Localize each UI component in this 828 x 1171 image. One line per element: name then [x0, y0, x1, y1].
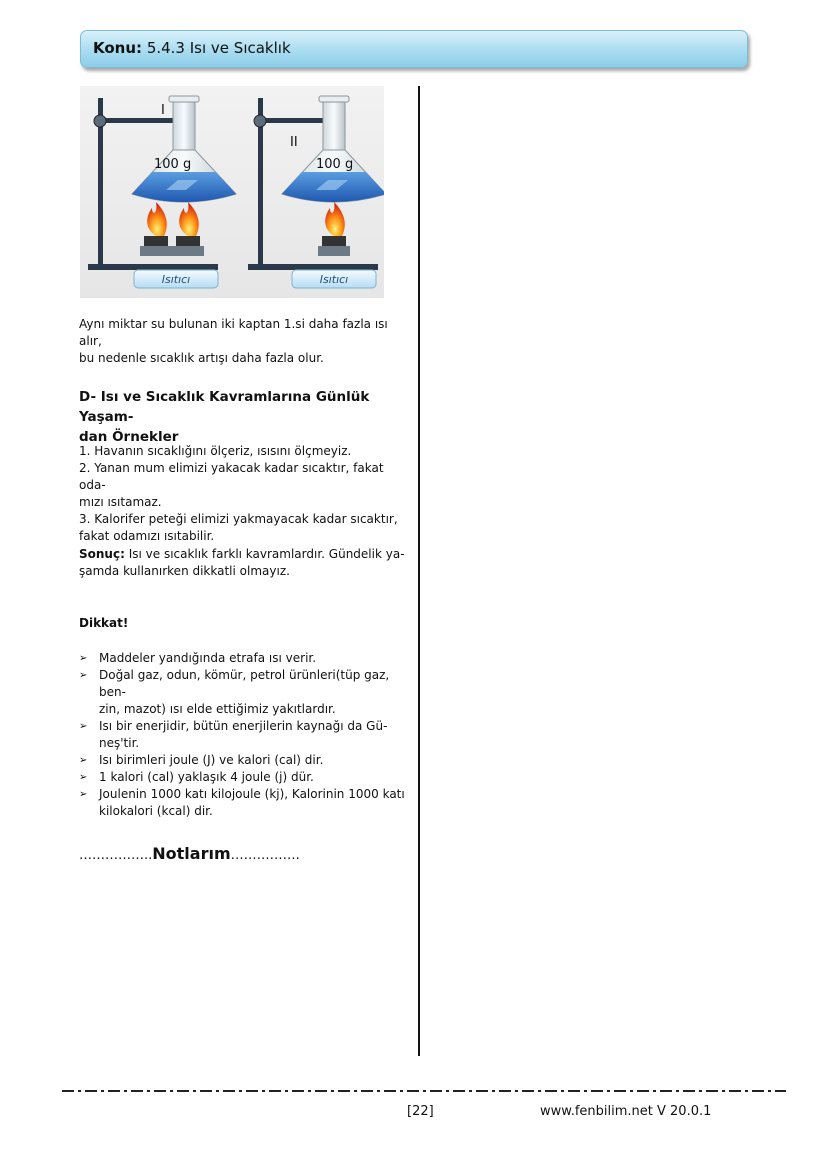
flask-one-mass: 100 g [154, 157, 192, 172]
warning-title: Dikkat! [79, 616, 129, 630]
bullet-line: zin, mazot) ısı elde ettiğimiz yakıtlardır. [99, 702, 336, 716]
arrow-bullet-icon: ➢ [79, 670, 88, 681]
intro-line: bu nedenle sıcaklık artışı daha fazla olur. [79, 351, 324, 365]
arrow-bullet-icon: ➢ [79, 772, 88, 783]
example-line: 1. Havanın sıcaklığını ölçeriz, ısısını ölçmeyiz. [79, 444, 352, 458]
examples-list [79, 443, 409, 545]
bullet-item [79, 650, 409, 667]
bullet-line: kilokalori (kcal) dir. [99, 804, 213, 818]
bullet-item [79, 667, 409, 718]
notes-dots-right: ……………. [230, 848, 300, 863]
intro-line: Aynı miktar su bulunan iki kaptan 1.si daha fazla ısı alır, [79, 317, 388, 348]
example-line: 3. Kalorifer peteği elimizi yakmayacak kadar sıcaktır, [79, 512, 398, 526]
arrow-bullet-icon: ➢ [79, 789, 88, 800]
page-number: [22] [407, 1104, 434, 1119]
warning-bullet-list [79, 650, 409, 820]
arrow-bullet-icon: ➢ [79, 755, 88, 766]
flask-two-mass: 100 g [316, 157, 354, 172]
section-title-line: dan Örnekler [79, 429, 179, 445]
topic-header [80, 30, 748, 68]
heating-experiment-figure [80, 86, 384, 298]
burner-base-icon [318, 246, 350, 256]
topic-label: Konu: [93, 39, 143, 57]
bullet-line: neş'tir. [99, 736, 140, 750]
result-line [79, 546, 409, 563]
result-label: Sonuç: [79, 547, 125, 561]
setup-two-roman: II [290, 135, 298, 150]
bullet-line: Maddeler yandığında etrafa ısı verir. [99, 651, 317, 665]
notes-dots-left: …………….. [79, 848, 153, 863]
clamp-arm-icon [100, 118, 180, 123]
result-line: şamda kullanırken dikkatli olmayız. [79, 564, 290, 578]
stand-base-icon [248, 264, 378, 270]
bullet-line: 1 kalori (cal) yaklaşık 4 joule (j) dür. [99, 770, 314, 784]
example-line: fakat odamızı ısıtabilir. [79, 529, 215, 543]
notes-title: Notlarım [152, 844, 231, 863]
topic-title [93, 39, 291, 57]
result-text: Isı ve sıcaklık farklı kavramlardır. Gündelik ya- [124, 547, 405, 561]
bullet-item [79, 752, 409, 769]
arrow-bullet-icon: ➢ [79, 653, 88, 664]
intro-paragraph [79, 316, 409, 367]
setup-one-roman: I [161, 103, 165, 118]
heater-two-label: Isıtıcı [319, 273, 349, 286]
section-title-line: D- Isı ve Sıcaklık Kavramlarına Günlük Yaşam- [79, 389, 370, 425]
notes-heading [79, 844, 300, 863]
bullet-line: Isı birimleri joule (J) ve kalori (cal) dir. [99, 753, 324, 767]
clamp-knob-icon [254, 115, 266, 127]
example-line: 2. Yanan mum elimizi yakacak kadar sıcaktır, fakat oda- [79, 461, 384, 492]
clamp-knob-icon [94, 115, 106, 127]
flask-neck-icon [173, 100, 195, 150]
flask-neck-icon [323, 100, 345, 150]
column-divider [418, 86, 420, 1056]
example-line: mızı ısıtamaz. [79, 495, 162, 509]
burner-base-icon [140, 246, 172, 256]
bullet-item [79, 769, 409, 786]
arrow-bullet-icon: ➢ [79, 721, 88, 732]
bullet-line: Doğal gaz, odun, kömür, petrol ürünleri(tüp gaz, ben- [99, 668, 390, 699]
flask-rim-icon [169, 96, 199, 102]
section-d-title [79, 387, 409, 447]
stand-base-icon [88, 264, 218, 270]
site-version: www.fenbilim.net V 20.0.1 [540, 1104, 712, 1119]
bullet-line: Joulenin 1000 katı kilojoule (kj), Kalorinin 1000 katı [99, 787, 405, 801]
footer-divider [62, 1090, 786, 1092]
flask-rim-icon [319, 96, 349, 102]
topic-name: 5.4.3 Isı ve Sıcaklık [146, 39, 291, 57]
burner-base-icon [172, 246, 204, 256]
bullet-line: Isı bir enerjidir, bütün enerjilerin kaynağı da Gü- [99, 719, 388, 733]
bullet-item [79, 786, 409, 820]
result-paragraph [79, 546, 409, 580]
bullet-item [79, 718, 409, 752]
heater-one-label: Isıtıcı [161, 273, 191, 286]
